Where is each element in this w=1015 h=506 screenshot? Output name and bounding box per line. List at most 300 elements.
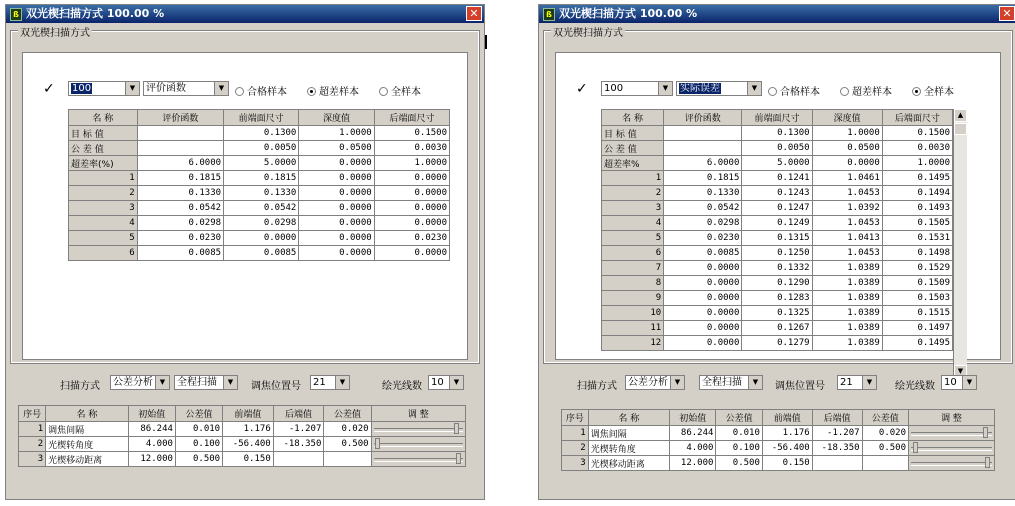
table-cell[interactable]: 1.0413 (812, 231, 882, 246)
table-cell[interactable]: 1.0000 (374, 156, 449, 171)
table-row (602, 336, 953, 351)
param-value[interactable]: 0.500 (175, 452, 222, 467)
table-cell[interactable]: 0.0500 (299, 141, 374, 156)
radio-out-of-tolerance[interactable] (307, 83, 359, 98)
params-header-row (562, 410, 995, 426)
param-value[interactable]: 0.500 (862, 441, 908, 456)
column-header[interactable]: 深度值 (299, 110, 374, 126)
left-dialog (5, 4, 485, 500)
table-cell[interactable]: 0.1330 (224, 186, 299, 201)
checkmark-icon: ✓ (576, 81, 588, 97)
table-cell[interactable]: 0.0000 (374, 246, 449, 261)
table-cell[interactable]: 0.0000 (299, 156, 374, 171)
slider-knob[interactable] (983, 427, 988, 438)
table-cell[interactable]: 0.1267 (742, 321, 812, 336)
focus-position-select[interactable] (837, 375, 877, 390)
radio-dot (307, 87, 316, 96)
params-column-header: 调 整 (371, 406, 465, 422)
table-cell[interactable]: 0.0000 (664, 306, 742, 321)
scroll-up-icon[interactable]: ▲ (954, 109, 967, 122)
chevron-down-icon[interactable]: ▼ (214, 82, 228, 95)
table-row (69, 246, 450, 261)
eval-function-select[interactable] (143, 81, 229, 96)
table-cell[interactable]: 0.0000 (299, 201, 374, 216)
table-cell[interactable]: 6.0000 (664, 156, 742, 171)
radio-dot (768, 87, 777, 96)
table-cell[interactable]: 0.0230 (664, 231, 742, 246)
radio-label: 全样本 (924, 87, 954, 98)
table-cell[interactable] (137, 141, 223, 156)
slider-track (374, 443, 463, 447)
chevron-down-icon[interactable]: ▼ (335, 376, 349, 389)
window-edge (485, 35, 487, 49)
params-column-header: 后端值 (812, 410, 862, 426)
table-cell[interactable]: 0.0050 (224, 141, 299, 156)
close-icon[interactable]: ✕ (999, 6, 1015, 21)
table-cell[interactable]: 0.0000 (664, 276, 742, 291)
table-cell[interactable]: 0.0085 (137, 246, 223, 261)
param-value[interactable] (812, 456, 862, 471)
focus-position-select[interactable] (310, 375, 350, 390)
row-index: 3 (562, 456, 589, 471)
table-cell[interactable]: 1.0389 (812, 306, 882, 321)
table-cell[interactable]: 1.0000 (299, 126, 374, 141)
row-index[interactable]: 6 (69, 246, 138, 261)
table-cell[interactable]: 1.0389 (812, 321, 882, 336)
radio-all[interactable] (379, 83, 421, 98)
radio-label: 超差样本 (319, 87, 359, 98)
table-cell[interactable] (664, 126, 742, 141)
table-cell[interactable]: 0.0030 (882, 141, 952, 156)
params-column-header: 后端值 (273, 406, 324, 422)
table-cell[interactable]: 0.0000 (299, 216, 374, 231)
param-value[interactable]: 1.176 (223, 422, 274, 437)
table-row (602, 216, 953, 231)
table-cell[interactable]: 0.0000 (224, 231, 299, 246)
radio-qualified[interactable] (235, 83, 287, 98)
column-header[interactable]: 深度值 (812, 110, 882, 126)
table-row (602, 246, 953, 261)
param-value[interactable]: 0.100 (716, 441, 762, 456)
column-header[interactable]: 名 称 (602, 110, 664, 126)
left-data-panel (22, 52, 468, 360)
row-index[interactable]: 8 (602, 276, 664, 291)
table-cell[interactable]: 0.1325 (742, 306, 812, 321)
table-cell[interactable]: 0.1249 (742, 216, 812, 231)
table-row (69, 186, 450, 201)
scan-mode-value: 公差分析 (628, 377, 668, 388)
adjust-slider[interactable] (374, 452, 463, 466)
param-value[interactable]: 0.500 (324, 437, 371, 452)
scan-mode-label: 扫描方式 (577, 381, 617, 392)
row-index[interactable]: 5 (602, 231, 664, 246)
table-cell[interactable]: 0.0000 (374, 201, 449, 216)
table-cell[interactable]: 0.0000 (374, 186, 449, 201)
table-row (602, 231, 953, 246)
table-cell[interactable]: 1.0389 (812, 261, 882, 276)
table-scrollbar[interactable] (953, 109, 967, 378)
table-cell[interactable]: 0.0000 (299, 246, 374, 261)
params-column-header: 名 称 (46, 406, 129, 422)
table-cell[interactable]: 1.0000 (882, 156, 952, 171)
table-cell[interactable]: 0.1815 (224, 171, 299, 186)
table-cell[interactable]: 0.1500 (374, 126, 449, 141)
radio-label: 超差样本 (852, 87, 892, 98)
adjust-slider-cell (909, 426, 995, 441)
table-cell[interactable]: 0.1330 (137, 186, 223, 201)
chevron-down-icon[interactable]: ▼ (670, 376, 684, 389)
table-row (602, 201, 953, 216)
radio-all[interactable] (912, 83, 954, 98)
params-header-row (19, 406, 466, 422)
param-value[interactable]: 86.244 (128, 422, 175, 437)
table-cell[interactable]: 6.0000 (137, 156, 223, 171)
table-header-row (602, 110, 953, 126)
radio-qualified[interactable] (768, 83, 820, 98)
eval-function-value: 评价函数 (146, 83, 186, 94)
params-column-header: 名 称 (588, 410, 669, 426)
row-label[interactable]: 目 标 值 (602, 126, 664, 141)
param-name: 光楔移动距离 (46, 452, 129, 467)
param-value[interactable]: 0.010 (716, 426, 762, 441)
table-cell[interactable]: 0.1815 (137, 171, 223, 186)
chevron-down-icon[interactable]: ▼ (862, 376, 876, 389)
scan-range-select[interactable] (174, 375, 238, 390)
column-header[interactable]: 前端面尺寸 (742, 110, 812, 126)
slider-knob[interactable] (913, 442, 918, 453)
table-cell[interactable]: 0.0298 (224, 216, 299, 231)
chevron-down-icon[interactable]: ▼ (658, 82, 672, 95)
table-cell[interactable]: 0.0542 (664, 201, 742, 216)
table-row (602, 156, 953, 171)
table-cell[interactable]: 0.0000 (664, 291, 742, 306)
left-params-table (18, 405, 466, 467)
table-row (69, 216, 450, 231)
param-value[interactable] (862, 456, 908, 471)
adjust-slider[interactable] (911, 426, 992, 440)
slider-knob[interactable] (454, 423, 459, 434)
table-row (69, 231, 450, 246)
row-index[interactable]: 3 (69, 201, 138, 216)
table-cell[interactable]: 0.1500 (882, 126, 952, 141)
row-index[interactable]: 11 (602, 321, 664, 336)
table-cell[interactable]: 0.0030 (374, 141, 449, 156)
adjust-slider[interactable] (911, 456, 992, 470)
table-row (602, 291, 953, 306)
param-value[interactable]: -18.350 (812, 441, 862, 456)
params-column-header: 初始值 (670, 410, 716, 426)
table-cell[interactable]: 0.1529 (882, 261, 952, 276)
table-cell[interactable]: 0.0085 (224, 246, 299, 261)
left-result-table (68, 109, 450, 261)
ray-count-label: 绘光线数 (382, 381, 422, 392)
row-index[interactable]: 3 (602, 201, 664, 216)
chevron-down-icon[interactable]: ▼ (125, 82, 139, 95)
table-cell[interactable] (137, 126, 223, 141)
row-index[interactable]: 9 (602, 291, 664, 306)
column-header[interactable]: 后端面尺寸 (882, 110, 952, 126)
param-value[interactable]: -56.400 (762, 441, 812, 456)
param-value[interactable]: 12.000 (128, 452, 175, 467)
sample-count-select[interactable] (68, 81, 140, 96)
param-value[interactable]: 4.000 (128, 437, 175, 452)
row-index[interactable]: 1 (602, 171, 664, 186)
table-cell[interactable]: 0.0230 (374, 231, 449, 246)
table-cell[interactable]: 0.0000 (299, 186, 374, 201)
table-cell[interactable] (664, 141, 742, 156)
scroll-thumb[interactable] (954, 123, 967, 135)
table-cell[interactable]: 0.1815 (664, 171, 742, 186)
table-cell[interactable]: 1.0000 (812, 126, 882, 141)
params-column-header: 公差值 (175, 406, 222, 422)
table-row (69, 171, 450, 186)
param-name: 光楔转角度 (46, 437, 129, 452)
right-data-panel (555, 52, 1001, 375)
param-name: 光楔转角度 (588, 441, 669, 456)
radio-dot (235, 87, 244, 96)
row-index[interactable]: 4 (69, 216, 138, 231)
params-row (562, 456, 995, 471)
radio-label: 合格样本 (780, 87, 820, 98)
column-header[interactable]: 前端面尺寸 (224, 110, 299, 126)
adjust-slider[interactable] (374, 437, 463, 451)
right-title-bar[interactable] (539, 5, 1015, 23)
radio-label: 全样本 (391, 87, 421, 98)
param-name: 光楔移动距离 (588, 456, 669, 471)
table-row (69, 156, 450, 171)
sample-count-select[interactable] (601, 81, 673, 96)
right-result-table (601, 109, 953, 351)
table-cell[interactable]: 0.0000 (664, 336, 742, 351)
params-column-header: 调 整 (909, 410, 995, 426)
param-value[interactable]: 0.100 (175, 437, 222, 452)
param-value[interactable]: 0.150 (223, 452, 274, 467)
table-cell[interactable]: 0.1330 (664, 186, 742, 201)
table-cell[interactable]: 0.0000 (812, 156, 882, 171)
scroll-down-icon[interactable]: ▼ (954, 365, 967, 378)
scan-range-value: 全程扫描 (177, 377, 217, 388)
row-index[interactable]: 4 (602, 216, 664, 231)
column-header[interactable]: 评价函数 (664, 110, 742, 126)
params-column-header: 前端值 (762, 410, 812, 426)
table-cell[interactable]: 0.1495 (882, 171, 952, 186)
table-cell[interactable]: 0.0000 (374, 216, 449, 231)
params-row (562, 426, 995, 441)
table-cell[interactable]: 1.0389 (812, 291, 882, 306)
param-value[interactable]: 1.176 (762, 426, 812, 441)
param-value[interactable]: 4.000 (670, 441, 716, 456)
checkmark-icon: ✓ (43, 81, 55, 97)
slider-track (374, 458, 463, 462)
table-cell[interactable]: 0.1247 (742, 201, 812, 216)
param-value[interactable]: -18.350 (273, 437, 324, 452)
params-column-header: 序号 (19, 406, 46, 422)
chevron-down-icon[interactable]: ▼ (223, 376, 237, 389)
table-cell[interactable]: 0.1250 (742, 246, 812, 261)
table-cell[interactable]: 1.0389 (812, 336, 882, 351)
param-value[interactable] (324, 452, 371, 467)
table-row (602, 321, 953, 336)
table-cell[interactable]: 0.0298 (664, 216, 742, 231)
column-header[interactable]: 后端面尺寸 (374, 110, 449, 126)
table-cell[interactable]: 0.0000 (299, 231, 374, 246)
table-cell[interactable]: 0.0085 (664, 246, 742, 261)
table-row (602, 186, 953, 201)
ray-count-value: 10 (431, 377, 444, 388)
close-icon[interactable]: ✕ (466, 6, 482, 21)
table-cell[interactable]: 0.1503 (882, 291, 952, 306)
param-value[interactable]: 12.000 (670, 456, 716, 471)
scan-range-select[interactable] (699, 375, 763, 390)
param-value[interactable] (273, 452, 324, 467)
slider-knob[interactable] (375, 438, 380, 449)
table-cell[interactable]: 0.0000 (664, 261, 742, 276)
radio-dot (379, 87, 388, 96)
table-cell[interactable]: 0.1497 (882, 321, 952, 336)
chevron-down-icon[interactable]: ▼ (962, 376, 976, 389)
row-index[interactable]: 2 (69, 186, 138, 201)
table-cell[interactable]: 0.1279 (742, 336, 812, 351)
param-value[interactable]: 0.500 (716, 456, 762, 471)
table-cell[interactable]: 0.0500 (812, 141, 882, 156)
param-value[interactable]: 0.150 (762, 456, 812, 471)
table-cell[interactable]: 0.1493 (882, 201, 952, 216)
table-cell[interactable]: 0.1494 (882, 186, 952, 201)
table-row (69, 201, 450, 216)
radio-out-of-tolerance[interactable] (840, 83, 892, 98)
column-header[interactable]: 评价函数 (137, 110, 223, 126)
table-cell[interactable]: 0.0298 (137, 216, 223, 231)
param-name: 调焦间隔 (588, 426, 669, 441)
table-cell[interactable]: 0.0050 (742, 141, 812, 156)
row-label[interactable]: 超差率(%) (69, 156, 138, 171)
right-scan-group (544, 28, 1012, 375)
slider-track (911, 462, 992, 466)
app-icon: ß (10, 8, 22, 21)
table-cell[interactable]: 0.1290 (742, 276, 812, 291)
table-cell[interactable]: 5.0000 (742, 156, 812, 171)
table-cell[interactable]: 1.0453 (812, 186, 882, 201)
ray-count-select[interactable] (941, 375, 977, 390)
row-label[interactable]: 公 差 值 (602, 141, 664, 156)
slider-track (911, 447, 992, 451)
table-cell[interactable]: 0.0000 (374, 171, 449, 186)
params-row (19, 452, 466, 467)
row-label[interactable]: 目 标 值 (69, 126, 138, 141)
chevron-down-icon[interactable]: ▼ (155, 376, 169, 389)
left-title-bar[interactable] (6, 5, 484, 23)
param-value[interactable]: -1.207 (273, 422, 324, 437)
right-window-title: 双光楔扫描方式 100.00 % (559, 7, 698, 20)
table-cell[interactable]: 0.1243 (742, 186, 812, 201)
row-index[interactable]: 5 (69, 231, 138, 246)
group-label: 双光楔扫描方式 (551, 24, 625, 39)
table-cell[interactable]: 0.1495 (882, 336, 952, 351)
radio-dot (840, 87, 849, 96)
table-row (69, 126, 450, 141)
param-value[interactable]: 0.010 (175, 422, 222, 437)
row-index[interactable]: 2 (602, 186, 664, 201)
table-cell[interactable]: 0.1283 (742, 291, 812, 306)
table-row (602, 141, 953, 156)
row-index: 1 (19, 422, 46, 437)
table-cell[interactable]: 0.0542 (224, 201, 299, 216)
param-value[interactable]: -1.207 (812, 426, 862, 441)
chevron-down-icon[interactable]: ▼ (449, 376, 463, 389)
scan-mode-value: 公差分析 (113, 377, 153, 388)
table-cell[interactable]: 0.1509 (882, 276, 952, 291)
adjust-slider[interactable] (911, 441, 992, 455)
table-cell[interactable]: 0.0000 (299, 171, 374, 186)
ray-count-select[interactable] (428, 375, 464, 390)
param-value[interactable]: 0.020 (324, 422, 371, 437)
table-cell[interactable]: 0.0542 (137, 201, 223, 216)
chevron-down-icon[interactable]: ▼ (747, 82, 761, 95)
row-index[interactable]: 7 (602, 261, 664, 276)
table-cell[interactable]: 1.0389 (812, 276, 882, 291)
adjust-slider-cell (371, 437, 465, 452)
row-index[interactable]: 1 (69, 171, 138, 186)
group-label: 双光楔扫描方式 (18, 24, 92, 39)
slider-knob[interactable] (456, 453, 461, 464)
focus-position-label: 调焦位置号 (775, 381, 825, 392)
table-cell[interactable]: 0.1315 (742, 231, 812, 246)
right-params-table (561, 409, 995, 471)
table-cell[interactable]: 0.1300 (742, 126, 812, 141)
table-cell[interactable]: 0.1241 (742, 171, 812, 186)
app-icon: ß (543, 8, 555, 21)
radio-label: 合格样本 (247, 87, 287, 98)
params-column-header: 公差值 (862, 410, 908, 426)
table-cell[interactable]: 0.1531 (882, 231, 952, 246)
table-cell[interactable]: 0.1505 (882, 216, 952, 231)
table-cell[interactable]: 1.0392 (812, 201, 882, 216)
scan-range-value: 全程扫描 (702, 377, 742, 388)
scan-mode-select[interactable] (625, 375, 685, 390)
table-cell[interactable]: 0.1498 (882, 246, 952, 261)
table-cell[interactable]: 0.1515 (882, 306, 952, 321)
row-index: 2 (19, 437, 46, 452)
param-value[interactable]: 86.244 (670, 426, 716, 441)
slider-knob[interactable] (985, 457, 990, 468)
column-header[interactable]: 名 称 (69, 110, 138, 126)
row-index[interactable]: 6 (602, 246, 664, 261)
chevron-down-icon[interactable]: ▼ (748, 376, 762, 389)
param-value[interactable]: 0.020 (862, 426, 908, 441)
table-cell[interactable]: 0.0230 (137, 231, 223, 246)
row-index[interactable]: 10 (602, 306, 664, 321)
param-value[interactable]: -56.400 (223, 437, 274, 452)
table-cell[interactable]: 0.1300 (224, 126, 299, 141)
scan-mode-select[interactable] (110, 375, 170, 390)
table-header-row (69, 110, 450, 126)
row-label[interactable]: 超差率% (602, 156, 664, 171)
table-cell[interactable]: 0.1332 (742, 261, 812, 276)
table-cell[interactable]: 0.0000 (664, 321, 742, 336)
eval-function-value: 实际误差 (680, 83, 720, 94)
table-cell[interactable]: 1.0453 (812, 246, 882, 261)
eval-function-select[interactable] (676, 81, 762, 96)
scan-mode-label: 扫描方式 (60, 381, 100, 392)
adjust-slider[interactable] (374, 422, 463, 436)
row-index[interactable]: 12 (602, 336, 664, 351)
adjust-slider-cell (371, 422, 465, 437)
table-cell[interactable]: 1.0461 (812, 171, 882, 186)
table-cell[interactable]: 5.0000 (224, 156, 299, 171)
params-column-header: 前端值 (223, 406, 274, 422)
table-cell[interactable]: 1.0453 (812, 216, 882, 231)
row-label[interactable]: 公 差 值 (69, 141, 138, 156)
